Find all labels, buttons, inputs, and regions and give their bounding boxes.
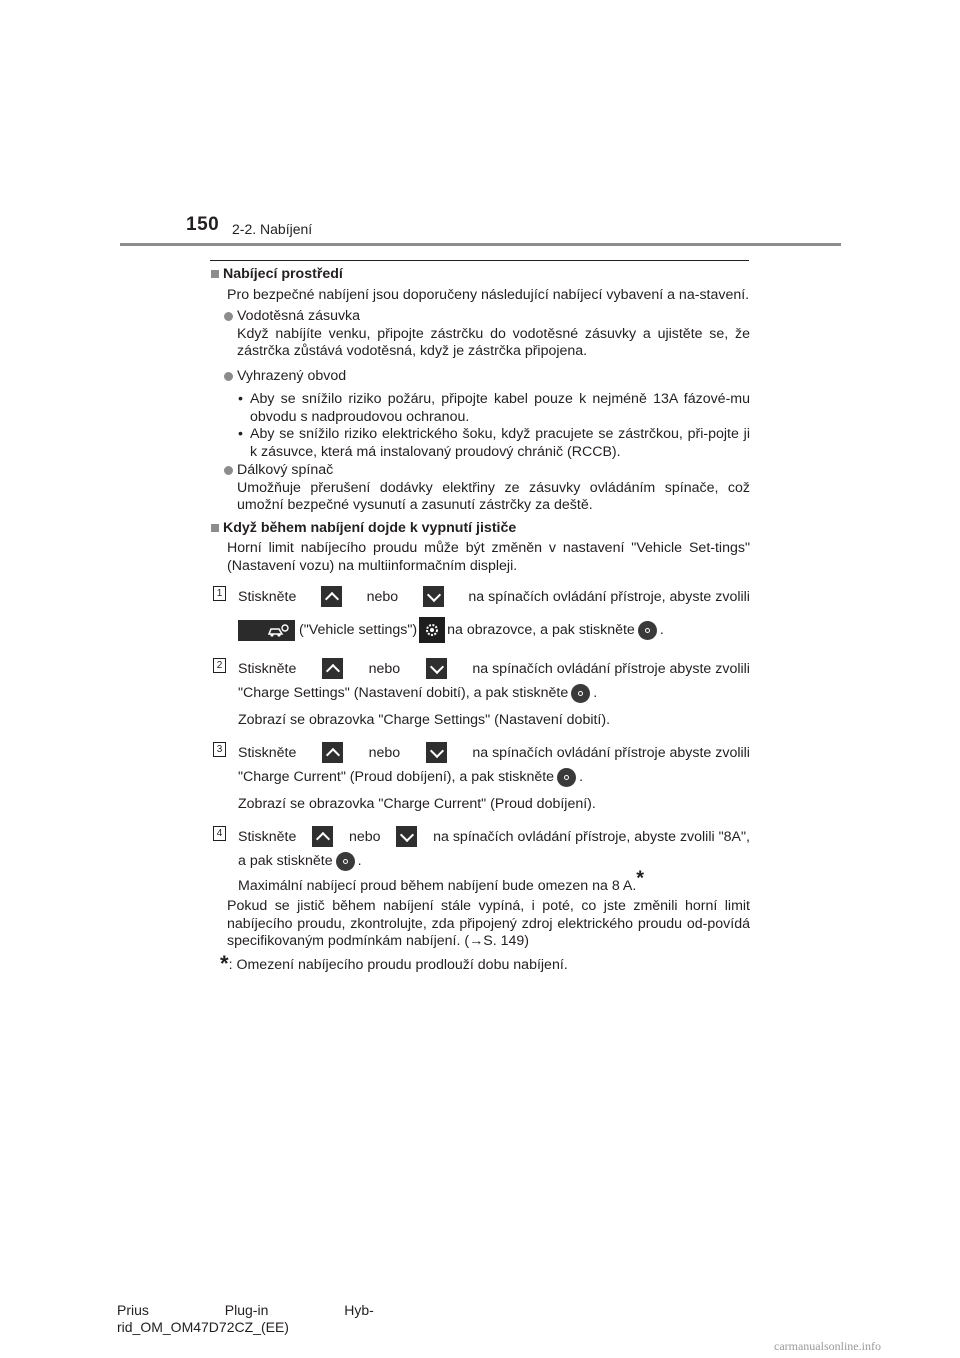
circle-bullet-icon	[224, 312, 233, 321]
step-note: Zobrazí se obrazovka "Charge Settings" (Nastavení dobití).	[238, 712, 611, 728]
step-number: 2	[213, 658, 226, 673]
breaker-intro: Horní limit nabíjecího proudu může být změněn v nastavení "Vehicle Set-tings" (Nastavení vozu) na multiinformačním displeji.	[227, 540, 750, 574]
step-note: Zobrazí se obrazovka "Charge Current" (Proud dobíjení).	[238, 796, 596, 812]
footnote-mark: *	[636, 867, 645, 890]
ok-button-icon	[336, 852, 355, 871]
item-title: Dálkový spínač	[237, 462, 334, 478]
footnote: *: Omezení nabíjecího proudu prodlouží dobu nabíjení.	[220, 950, 568, 976]
watermark: carmanualsonline.info	[774, 1339, 881, 1353]
page-number: 150	[186, 214, 220, 235]
chevron-down-icon	[396, 826, 417, 847]
chevron-up-icon	[312, 826, 333, 847]
list-item	[210, 308, 750, 361]
footer-line-1: Prius Plug-in Hyb-	[117, 1302, 374, 1318]
ok-button-icon	[638, 621, 657, 640]
header-rule	[120, 243, 841, 246]
vehicle-settings-icon	[238, 620, 295, 641]
ok-button-icon	[571, 684, 590, 703]
item-text: Umožňuje přerušení dodávky elektřiny ze zásuvky ovládáním spínače, což umožní bezpečné vysunutí a zasunutí zástrčky za deště.	[237, 479, 750, 513]
circle-bullet-icon	[224, 372, 233, 381]
chevron-down-icon	[426, 658, 447, 679]
step-number: 3	[213, 742, 226, 757]
footer-line-2: rid_OM_OM47D72CZ_(EE)	[117, 1319, 289, 1335]
step-4: 4 Stiskněte nebo na spínačích ovládání přístroje, abyste zvolili "8A", a pak stiskněte . Maximální nabíjecí proud během nabíjení bude omezen na 8 A.*	[210, 826, 750, 896]
square-bullet-icon	[211, 270, 219, 278]
square-bullet-icon	[211, 524, 219, 532]
list-item	[210, 368, 750, 386]
step-number: 1	[213, 586, 226, 601]
chevron-up-icon	[321, 586, 342, 607]
chevron-down-icon	[426, 742, 447, 763]
sub-item: • Aby se snížilo riziko elektrického šoku, když pracujete se zástrčkou, při-pojte ji k zásuvce, která má instalovaný proudový chránič (RCCB).	[238, 426, 750, 460]
chevron-up-icon	[322, 658, 343, 679]
charging-env-intro: Pro bezpečné nabíjení jsou doporučeny následující nabíjecí vybavení a na-stavení.	[227, 286, 750, 303]
content-rule	[210, 260, 749, 261]
sub-item: • Aby se snížilo riziko požáru, připojte kabel pouze k nejméně 13A fázové-mu obvodu s nadproudovou ochranou.	[238, 391, 750, 425]
step-2: 2 Stiskněte nebo na spínačích ovládání přístroje abyste zvolili "Charge Settings" (Nastavení dobití), a pak stiskněte . Zobrazí se obrazovka "Charge Settings" (Nastavení dobití).	[210, 658, 750, 730]
item-text: Když nabíjíte venku, připojte zástrčku do vodotěsné zásuvky a ujistěte se, že zástrčka zůstává vodotěsná, když je zástrčka připojena.	[237, 325, 750, 359]
chevron-up-icon	[322, 742, 343, 763]
chevron-down-icon	[423, 586, 444, 607]
heading-charging-environment: Nabíjecí prostředí	[210, 266, 750, 284]
step-number: 4	[213, 826, 226, 841]
main-content	[210, 266, 750, 974]
item-title: Vodotěsná zásuvka	[237, 308, 361, 324]
ok-button-icon	[557, 768, 576, 787]
list-item	[210, 462, 750, 515]
item-title: Vyhrazený obvod	[237, 367, 347, 384]
circle-bullet-icon	[224, 466, 233, 475]
step-3: 3 Stiskněte nebo na spínačích ovládání přístroje abyste zvolili "Charge Current" (Proud dobíjení), a pak stiskněte . Zobrazí se obrazovka "Charge Current" (Proud dobíjení).	[210, 742, 750, 814]
heading-breaker: Když během nabíjení dojde k vypnutí jističe	[210, 520, 750, 538]
footnote-mark: *	[220, 950, 229, 976]
gear-icon	[419, 617, 445, 643]
breaker-outro: Pokud se jistič během nabíjení stále vypíná, i poté, co jste změnili horní limit nabíjecího proudu, zkontrolujte, zda připojený zdroj elektrického proudu od-povídá specifikovaným podmínkám nabíjení. (→S. 149)	[227, 898, 750, 949]
section-title: 2-2. Nabíjení	[232, 221, 313, 237]
step-note: Maximální nabíjecí proud během nabíjení bude omezen na 8 A.*	[238, 867, 645, 894]
step-1: 1 Stiskněte nebo na spínačích ovládání přístroje, abyste zvolili ("Vehicle settings") na obrazovce, a pak stiskněte .	[210, 586, 750, 643]
footer	[117, 1302, 374, 1336]
